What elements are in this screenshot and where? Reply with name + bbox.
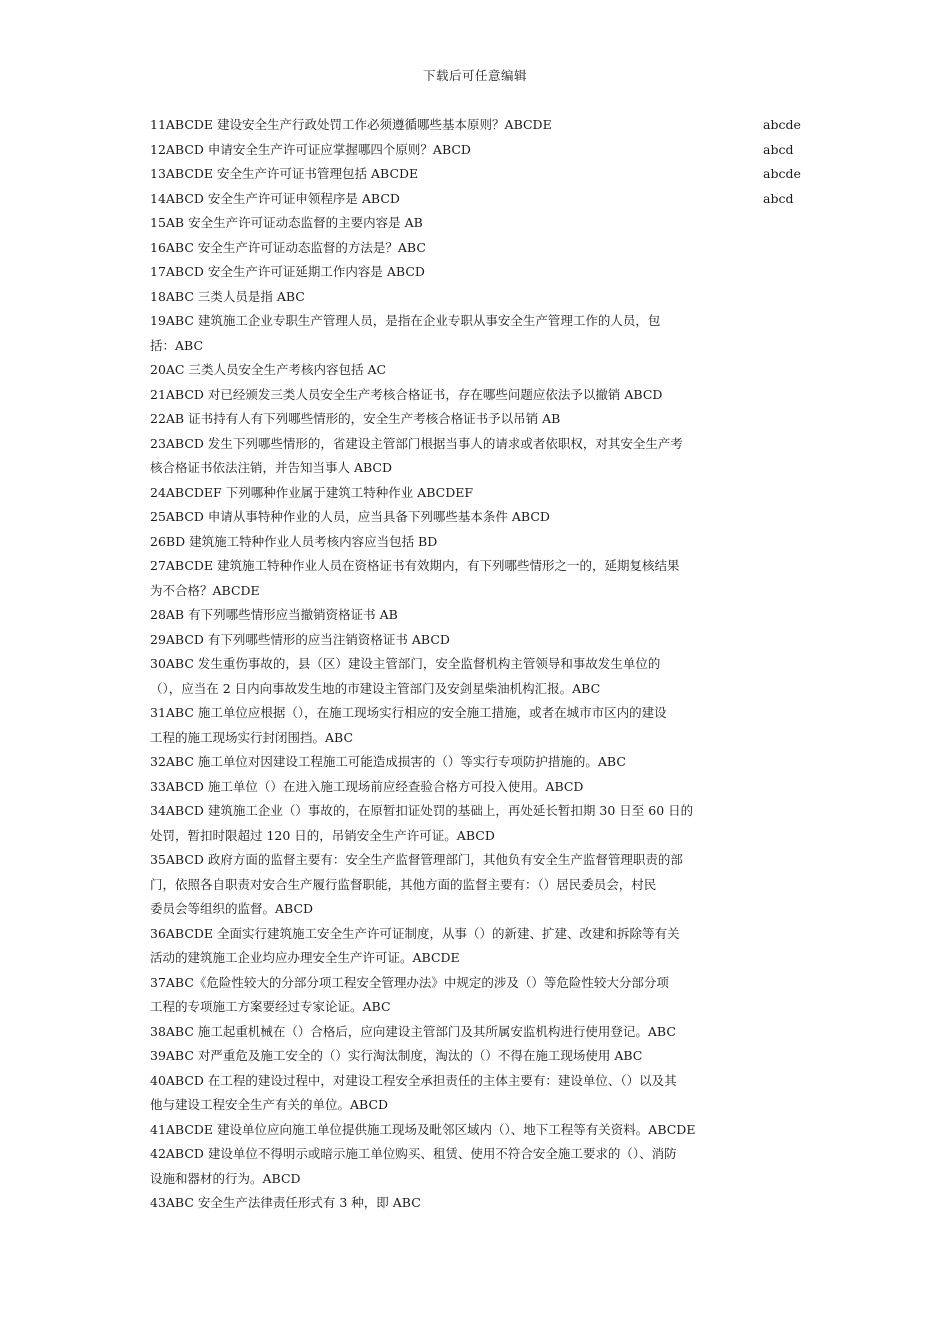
question-line: 设施和器材的行为。ABCD xyxy=(150,1170,301,1186)
question-list xyxy=(150,113,750,1216)
question-line: 20AC 三类人员安全生产考核内容包括 AC xyxy=(150,362,387,377)
question-line: 27ABCDE 建筑施工特种作业人员在资格证书有效期内，有下列哪些情形之一的，延期复核结果 xyxy=(150,558,680,573)
side-answer: abcde xyxy=(763,166,801,181)
question-line: 26BD 建筑施工特种作业人员考核内容应当包括 BD xyxy=(150,533,438,549)
question-line: 23ABCD 发生下列哪些情形的，省建设主管部门根据当事人的请求或者依职权，对其安全生产考 xyxy=(150,435,683,451)
question-line: 活动的建筑施工企业均应办理安全生产许可证。ABCDE xyxy=(150,950,460,965)
question-line: 38ABC 施工起重机械在（）合格后，应向建设主管部门及其所属安监机构进行使用登记。ABC xyxy=(150,1023,676,1039)
question-line: 委员会等组织的监督。ABCD xyxy=(150,901,314,916)
page-header: 下载后可任意编辑 xyxy=(422,68,527,83)
question-line: 39ABC 对严重危及施工安全的（）实行淘汰制度，淘汰的（）不得在施工现场使用 ABC xyxy=(150,1048,643,1063)
question-line: 门，依照各自职责对安合生产履行监督职能，其他方面的监督主要有：（）居民委员会，村民 xyxy=(150,876,657,892)
question-line: 28AB 有下列哪些情形应当撤销资格证书 AB xyxy=(150,607,398,622)
question-line: 29ABCD 有下列哪些情形的应当注销资格证书 ABCD xyxy=(150,631,450,647)
question-line: 22AB 证书持有人有下列哪些情形的，安全生产考核合格证书予以吊销 AB xyxy=(150,411,561,426)
question-line: 14ABCD 安全生产许可证申领程序是 ABCD xyxy=(150,190,400,206)
question-line: 工程的专项施工方案要经过专家论证。ABC xyxy=(150,999,391,1014)
side-answer: abcd xyxy=(763,141,794,157)
side-answer: abcde xyxy=(763,117,801,132)
question-line: 16ABC 安全生产许可证动态监督的方法是？ABC xyxy=(150,239,426,255)
question-line: 核合格证书依法注销，并告知当事人 ABCD xyxy=(150,460,393,475)
question-line: 12ABCD 申请安全生产许可证应掌握哪四个原则？ABCD xyxy=(150,141,471,157)
question-line: 40ABCD 在工程的建设过程中，对建设工程安全承担责任的主体主要有：建设单位、（）以及其 xyxy=(150,1072,677,1088)
question-line: 19ABC 建筑施工企业专职生产管理人员，是指在企业专职从事安全生产管理工作的人员，包 xyxy=(150,313,661,328)
question-line: 18ABC 三类人员是指 ABC xyxy=(150,288,305,304)
question-line: 处罚，暂扣时限超过 120 日的，吊销安全生产许可证。ABCD xyxy=(150,827,495,843)
question-line: 33ABCD 施工单位（）在进入施工现场前应经查验合格方可投入使用。ABCD xyxy=(150,778,584,794)
question-line: 11ABCDE 建设安全生产行政处罚工作必须遵循哪些基本原则？ABCDE xyxy=(150,117,552,132)
question-line: 31ABC 施工单位应根据（），在施工现场实行相应的安全施工措施，或者在城市市区内的建设 xyxy=(150,705,667,720)
question-line: 43ABC 安全生产法律责任形式有 3 种，即 ABC xyxy=(150,1195,421,1210)
question-line: 30ABC 发生重伤事故的，县（区）建设主管部门，安全监督机构主管领导和事故发生单位的 xyxy=(150,656,661,671)
side-answer: abcd xyxy=(763,190,794,206)
question-line: 37ABC《危险性较大的分部分项工程安全管理办法》中规定的涉及（）等危险性较大分部分项 xyxy=(150,974,669,990)
question-line: 他与建设工程安全生产有关的单位。ABCD xyxy=(150,1097,389,1112)
question-line: 24ABCDEF 下列哪种作业属于建筑工特种作业 ABCDEF xyxy=(150,484,474,500)
question-line: 为不合格？ABCDE xyxy=(150,582,260,598)
question-line: 41ABCDE 建设单位应向施工单位提供施工现场及毗邻区域内（）、地下工程等有关资料。ABCDE xyxy=(150,1121,696,1137)
question-line: 36ABCDE 全面实行建筑施工安全生产许可证制度，从事（）的新建、扩建、改建和拆除等有关 xyxy=(150,925,680,941)
question-line: 35ABCD 政府方面的监督主要有：安全生产监督管理部门，其他负有安全生产监督管理职责的部 xyxy=(150,852,683,867)
question-line: 25ABCD 申请从事特种作业的人员，应当具备下列哪些基本条件 ABCD xyxy=(150,509,550,524)
question-line: 工程的施工现场实行封闭围挡。ABC xyxy=(150,729,354,745)
question-line: 32ABC 施工单位对因建设工程施工可能造成损害的（）等实行专项防护措施的。ABC xyxy=(150,754,626,769)
question-line: 42ABCD 建设单位不得明示或暗示施工单位购买、租赁、使用不符合安全施工要求的（）、消防 xyxy=(150,1146,677,1161)
question-line: 17ABCD 安全生产许可证延期工作内容是 ABCD xyxy=(150,264,425,279)
question-line: 21ABCD 对已经颁发三类人员安全生产考核合格证书，存在哪些问题应依法予以撤销 ABCD xyxy=(150,386,663,402)
question-line: 13ABCDE 安全生产许可证书管理包括 ABCDE xyxy=(150,166,419,181)
question-line: 括：ABC xyxy=(150,337,204,353)
question-line: （），应当在 2 日内向事故发生地的市建设主管部门及安剑星柴油机构汇报。ABC xyxy=(150,680,601,696)
question-line: 34ABCD 建筑施工企业（）事故的，在原暂扣证处罚的基础上，再处延长暂扣期 30 日至 60 日的 xyxy=(150,803,694,818)
question-line: 15AB 安全生产许可证动态监督的主要内容是 AB xyxy=(150,215,423,230)
